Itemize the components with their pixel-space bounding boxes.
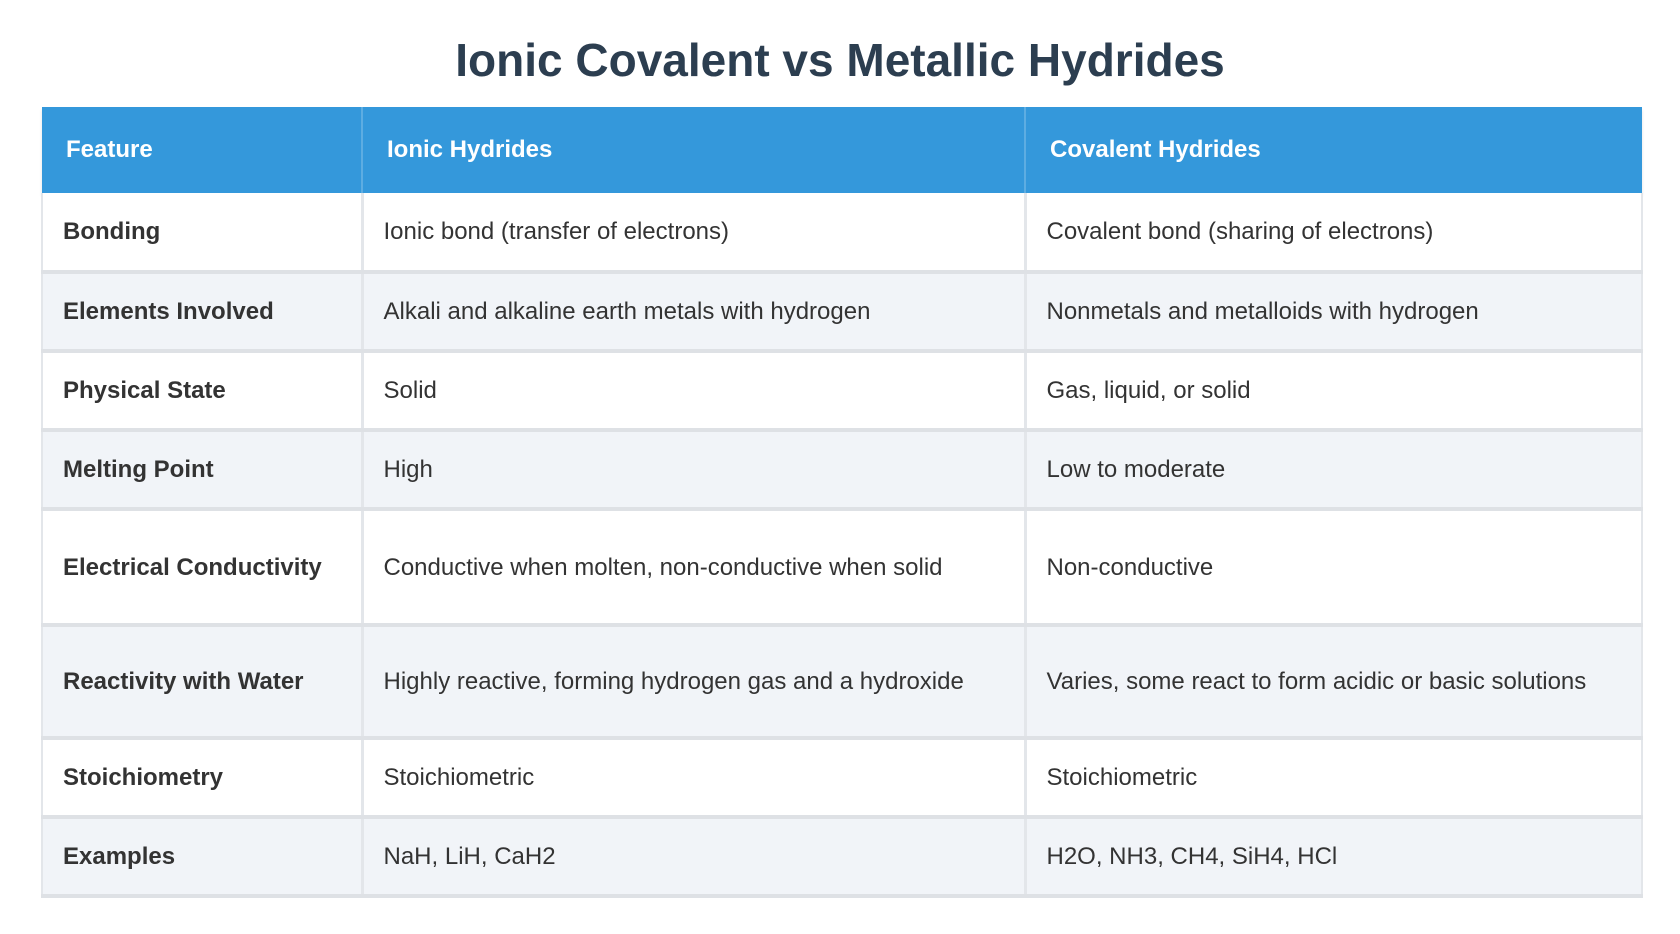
header-ionic-hydrides: Ionic Hydrides: [362, 107, 1025, 193]
table-row: [42, 351, 1642, 430]
table-header: [42, 107, 1642, 193]
comparison-table: [41, 107, 1643, 898]
header-feature: Feature: [42, 107, 362, 193]
covalent-cell: Covalent bond (sharing of electrons): [1025, 193, 1642, 272]
table-row: [42, 430, 1642, 509]
feature-cell: Elements Involved: [42, 272, 362, 351]
feature-cell: Reactivity with Water: [42, 625, 362, 738]
covalent-cell: Varies, some react to form acidic or basic solutions: [1025, 625, 1642, 738]
feature-cell: Examples: [42, 817, 362, 896]
ionic-cell: Ionic bond (transfer of electrons): [362, 193, 1025, 272]
ionic-cell: Conductive when molten, non-conductive when solid: [362, 509, 1025, 625]
ionic-cell: Highly reactive, forming hydrogen gas and a hydroxide: [362, 625, 1025, 738]
ionic-cell: Solid: [362, 351, 1025, 430]
feature-cell: Electrical Conductivity: [42, 509, 362, 625]
feature-cell: Melting Point: [42, 430, 362, 509]
table-row: [42, 625, 1642, 738]
table-row: [42, 817, 1642, 896]
covalent-cell: Stoichiometric: [1025, 738, 1642, 817]
feature-cell: Stoichiometry: [42, 738, 362, 817]
covalent-cell: Nonmetals and metalloids with hydrogen: [1025, 272, 1642, 351]
ionic-cell: Stoichiometric: [362, 738, 1025, 817]
table-row: [42, 509, 1642, 625]
feature-cell: Physical State: [42, 351, 362, 430]
table-body: [42, 193, 1642, 896]
page-title: Ionic Covalent vs Metallic Hydrides: [455, 34, 1225, 86]
ionic-cell: NaH, LiH, CaH2: [362, 817, 1025, 896]
header-row: [42, 107, 1642, 193]
header-covalent-hydrides: Covalent Hydrides: [1025, 107, 1642, 193]
covalent-cell: Gas, liquid, or solid: [1025, 351, 1642, 430]
covalent-cell: Non-conductive: [1025, 509, 1642, 625]
feature-cell: Bonding: [42, 193, 362, 272]
table-row: [42, 193, 1642, 272]
ionic-cell: High: [362, 430, 1025, 509]
table-row: [42, 738, 1642, 817]
covalent-cell: H2O, NH3, CH4, SiH4, HCl: [1025, 817, 1642, 896]
covalent-cell: Low to moderate: [1025, 430, 1642, 509]
ionic-cell: Alkali and alkaline earth metals with hydrogen: [362, 272, 1025, 351]
table-row: [42, 272, 1642, 351]
